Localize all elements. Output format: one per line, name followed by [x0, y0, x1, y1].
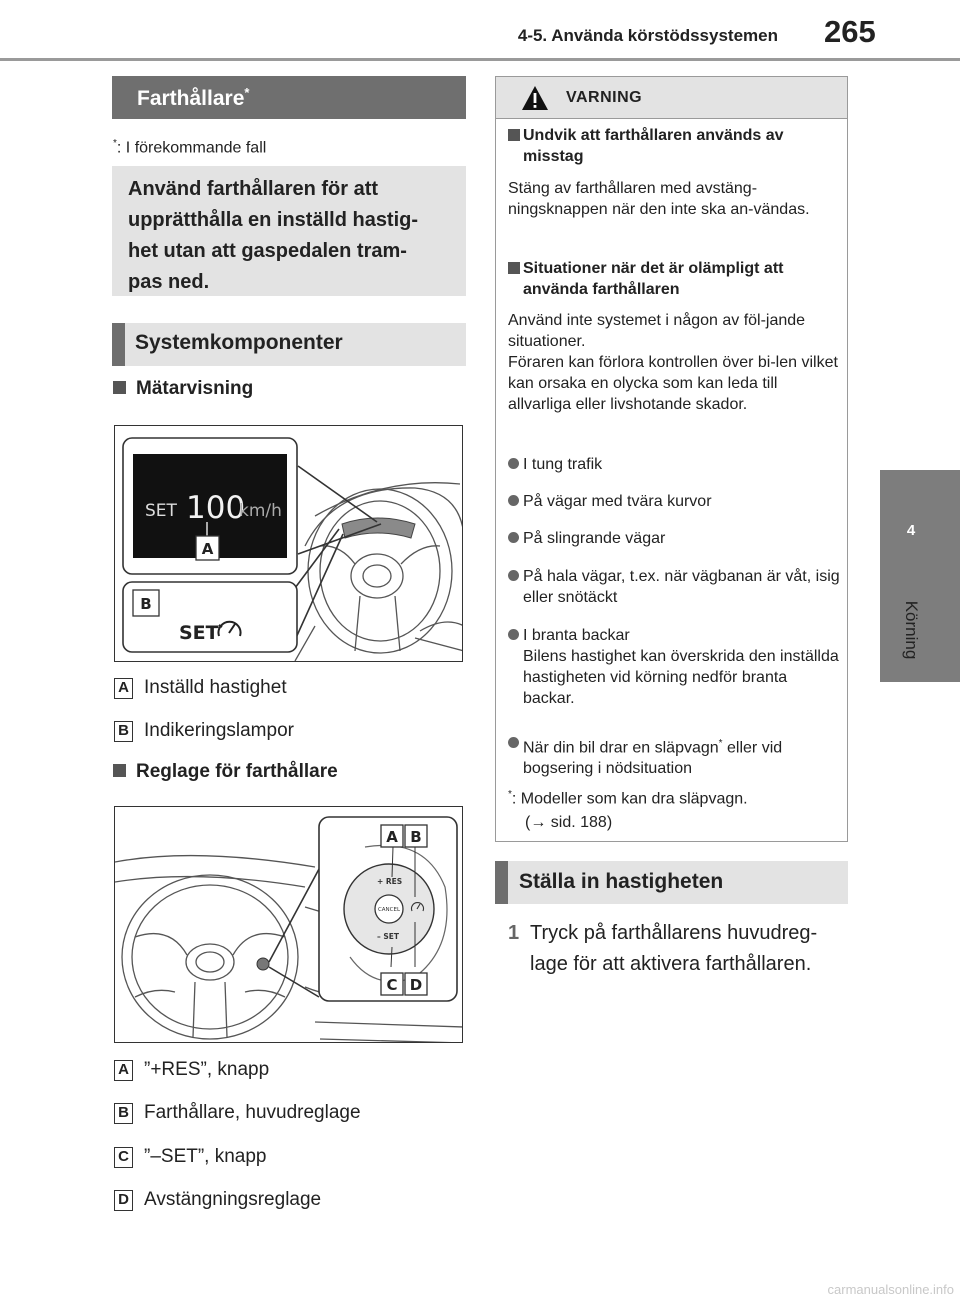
legend-text: Avstängningsreglage: [144, 1189, 322, 1210]
round-bullet-icon: [508, 737, 519, 748]
warning-bullet-text: På hala vägar, t.ex. när vägbanan är våt, isig eller snötäckt: [523, 568, 840, 606]
callout-d-switch: D: [409, 976, 423, 994]
warning-bullet-trailer: [508, 733, 843, 779]
callout-a-meter: A: [201, 540, 214, 558]
set-button-text: – SET: [377, 932, 400, 941]
legend-label-b: B: [114, 721, 133, 742]
warning-heading-2: [508, 258, 843, 300]
square-bullet-icon: [113, 381, 126, 394]
warning-bullet-trailer-marker: *: [718, 738, 723, 749]
warning-footnote: [508, 784, 843, 809]
meter-illustration: [114, 425, 463, 662]
warning-paragraph-1: Stäng av farthållaren med avstäng-ningsknappen när den inte ska an-vändas.: [508, 180, 810, 218]
legend-row-switch-d: [114, 1189, 321, 1211]
meter-illustration-svg: [115, 426, 463, 662]
intro-line: het utan att gaspedalen tram-: [128, 240, 407, 262]
warning-bullet-text: På vägar med tvära kurvor: [523, 493, 712, 510]
callout-b-meter: B: [140, 595, 152, 613]
warning-bullet-slippery-roads: [508, 566, 843, 608]
callout-a-switch: A: [386, 828, 398, 846]
page-number: 265: [824, 14, 876, 49]
subhead-switch: [113, 761, 338, 783]
warning-bullet-heavy-traffic: [508, 454, 843, 475]
warning-bullet-winding-roads: [508, 528, 843, 549]
footnote-availability: [113, 138, 266, 157]
legend-text: Inställd hastighet: [144, 677, 287, 698]
subhead-meter-display: [113, 378, 253, 400]
warning-triangle-icon: [520, 84, 550, 112]
legend-row-switch-c: [114, 1146, 267, 1168]
intro-line: upprätthålla en inställd hastig-: [128, 209, 419, 231]
legend-text: ”–SET”, knapp: [144, 1146, 267, 1167]
intro-line: Använd farthållaren för att: [128, 178, 379, 200]
section-title-text: Farthållare: [137, 87, 245, 110]
warning-bullet-detail: Bilens hastighet kan överskrida den inställda hastigheten vid körning nedför branta backar.: [523, 648, 839, 707]
callout-b-switch: B: [410, 828, 422, 846]
square-bullet-icon: [508, 129, 520, 141]
legend-label-c: C: [114, 1147, 133, 1168]
legend-label-a: A: [114, 678, 133, 699]
round-bullet-icon: [508, 495, 519, 506]
res-button-text: + RES: [377, 877, 403, 886]
square-bullet-icon: [113, 764, 126, 777]
section-title-marker: *: [244, 85, 250, 100]
warning-footnote-text: : Modeller som kan dra släpvagn.: [511, 790, 748, 808]
warning-header: [496, 77, 847, 119]
warning-bullet-text: På slingrande vägar: [523, 530, 666, 547]
switch-illustration-svg: [115, 807, 463, 1043]
warning-bullet-sharp-bends: [508, 491, 843, 512]
warning-heading-2-text: Situationer när det är olämpligt att använda farthållaren: [523, 260, 784, 298]
legend-label-a: A: [114, 1060, 133, 1081]
legend-text: Farthållare, huvudreglage: [144, 1102, 361, 1123]
round-bullet-icon: [508, 570, 519, 581]
round-bullet-icon: [508, 458, 519, 469]
legend-row-meter-b: [114, 720, 294, 742]
warning-heading-1: [508, 125, 843, 167]
square-bullet-icon: [508, 262, 520, 274]
warning-bullet-trailer-pre: När din bil drar en släpvagn: [523, 739, 719, 757]
warning-paragraph-2b: Föraren kan förlora kontrollen över bi-len vilket kan orsaka en olycka som kan leda till allvarliga eller livshotande skador.: [508, 354, 838, 413]
switch-illustration: [114, 806, 463, 1043]
display-speed-unit: km/h: [239, 501, 282, 521]
warning-bullet-text: I tung trafik: [523, 456, 603, 473]
section-title-components-text: Systemkomponenter: [135, 331, 343, 354]
footnote-marker: *: [113, 138, 117, 149]
intro-line: pas ned.: [128, 271, 210, 293]
step-text: Tryck på farthållarens huvudreg-lage för att aktivera farthållaren.: [530, 922, 818, 975]
legend-row-meter-a: [114, 677, 287, 699]
display-set-text: SET: [145, 501, 177, 521]
subhead-meter-text: Mätarvisning: [136, 378, 254, 399]
warning-bullet-title: I branta backar: [523, 627, 630, 644]
cancel-button-text: CANCEL: [377, 907, 401, 913]
round-bullet-icon: [508, 532, 519, 543]
header-divider: [0, 58, 960, 61]
section-title-cruise-control: [112, 76, 466, 119]
header-section-title: 4-5. Använda körstödssystemen: [517, 26, 778, 45]
round-bullet-icon: [508, 629, 519, 640]
warning-bullet-trailer-post: eller vid bogsering i nödsituation: [523, 739, 783, 778]
display-speed-value: 100: [186, 490, 246, 526]
chapter-name: Körning: [902, 600, 921, 660]
warning-heading-1-text: Undvik att farthållaren används av misstag: [523, 127, 784, 165]
warning-box: [495, 76, 848, 842]
warning-title: VARNING: [566, 89, 643, 106]
legend-text: ”+RES”, knapp: [144, 1059, 270, 1080]
legend-row-switch-b: [114, 1102, 361, 1124]
step-number: 1: [508, 922, 520, 944]
chapter-number: 4: [906, 522, 916, 539]
footer-watermark: carmanualsonline.info: [827, 1282, 954, 1297]
subhead-switch-text: Reglage för farthållare: [136, 761, 338, 782]
warning-footnote-ref: (→ sid. 188): [525, 814, 613, 831]
footnote-text: : I förekommande fall: [116, 139, 267, 157]
warning-footnote-marker: *: [508, 789, 512, 800]
chapter-name-wrapper: [886, 580, 936, 680]
warning-paragraph-2a: Använd inte systemet i någon av föl-jande situationer.: [508, 312, 806, 350]
legend-row-switch-a: [114, 1059, 269, 1081]
section-title-components: [112, 323, 466, 366]
legend-label-b: B: [114, 1103, 133, 1124]
intro-box: [112, 166, 466, 296]
section-title-set-speed-text: Ställa in hastigheten: [519, 870, 724, 893]
indicator-set-text: SET: [179, 622, 219, 644]
section-title-set-speed: [495, 861, 848, 904]
warning-bullet-steep-hills: [508, 625, 843, 709]
legend-text: Indikeringslampor: [144, 720, 294, 741]
callout-c-switch: C: [386, 976, 398, 994]
legend-label-d: D: [114, 1190, 133, 1211]
